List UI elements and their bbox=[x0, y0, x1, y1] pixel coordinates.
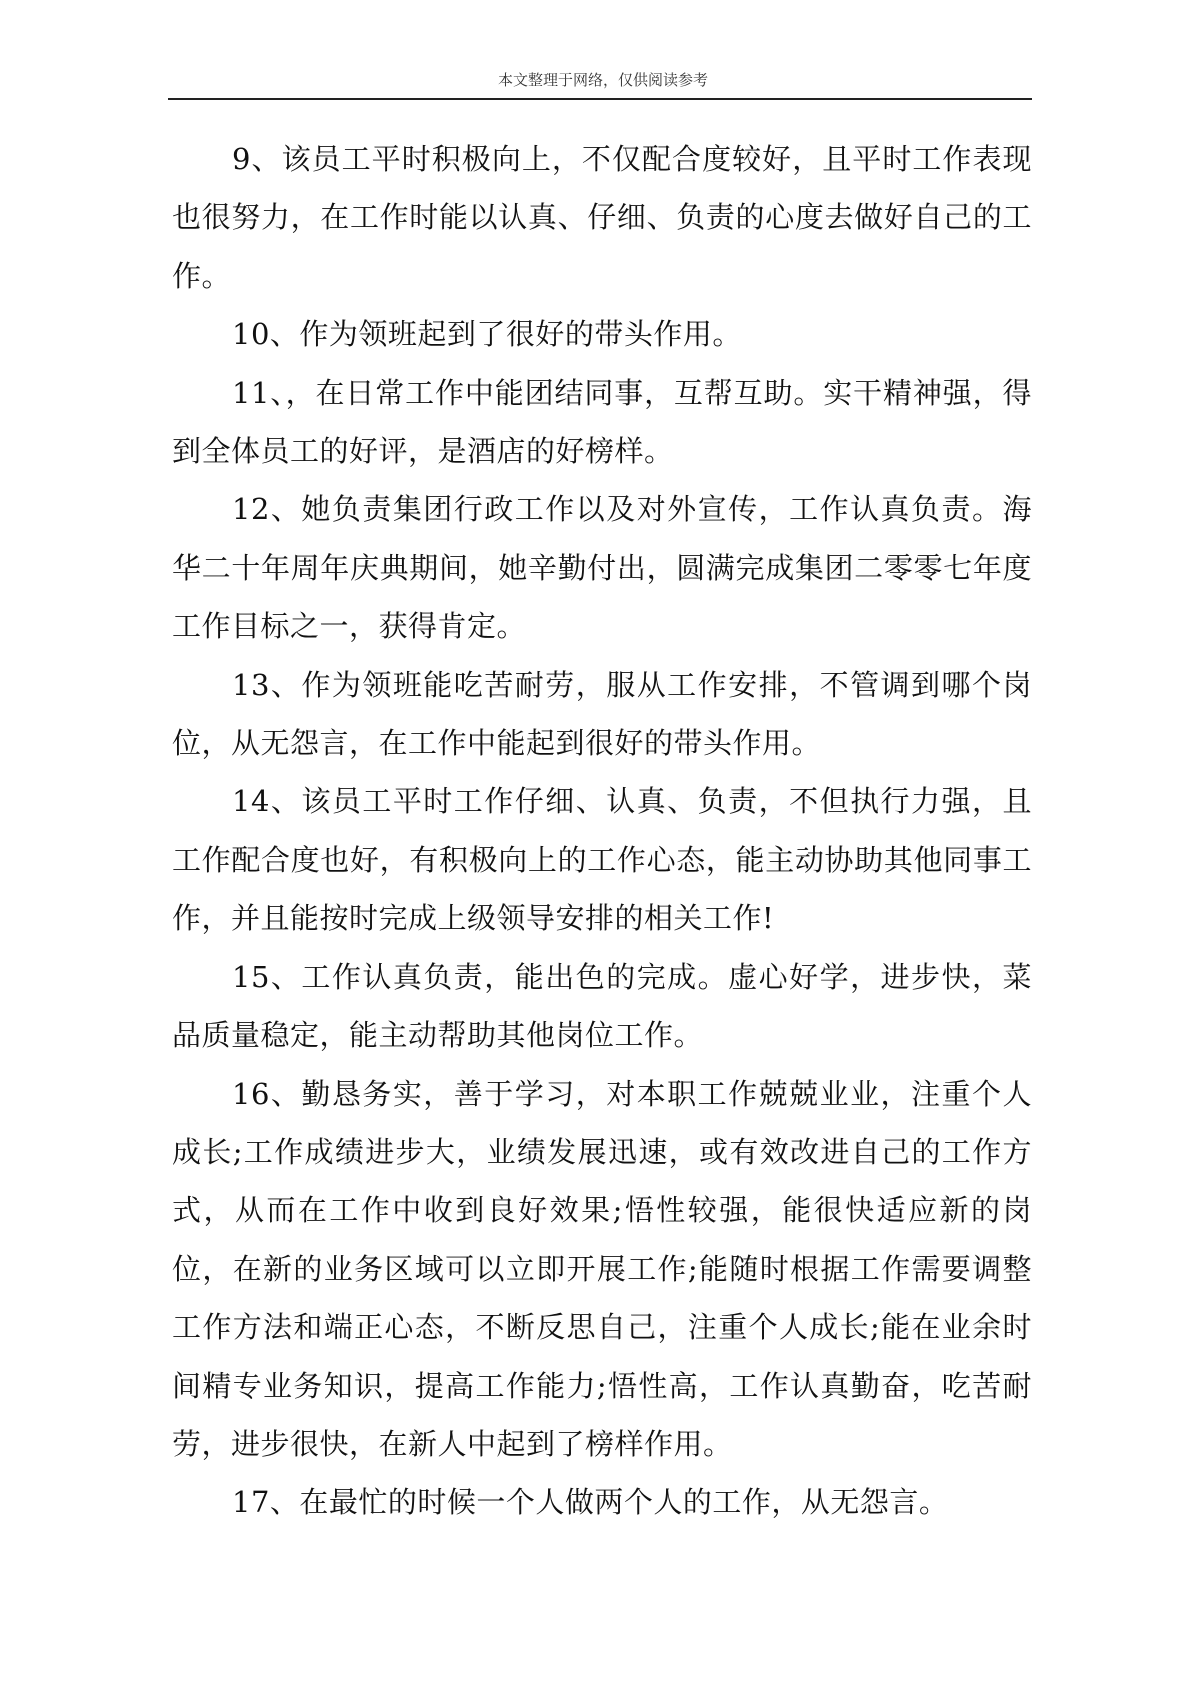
paragraph-11: 11、，在日常工作中能团结同事，互帮互助。实干精神强，得到全体员工的好评，是酒店的好榜样。 bbox=[172, 375, 1032, 469]
paragraph-13: 13、作为领班能吃苦耐劳，服从工作安排，不管调到哪个岗位，从无怨言，在工作中能起到很好的带头作用。 bbox=[172, 667, 1032, 761]
paragraph-17: 17、在最忙的时候一个人做两个人的工作，从无怨言。 bbox=[232, 1485, 949, 1520]
paragraph-9: 9、该员工平时积极向上，不仅配合度较好，且平时工作表现也很努力，在工作时能以认真、仔细、负责的心度去做好自己的工作。 bbox=[172, 142, 1032, 293]
paragraph-15: 15、工作认真负责，能出色的完成。虚心好学，进步快，菜品质量稳定，能主动帮助其他岗位工作。 bbox=[172, 959, 1032, 1053]
document-body bbox=[172, 130, 1032, 1532]
paragraph-10: 10、作为领班起到了很好的带头作用。 bbox=[232, 317, 742, 352]
page-header bbox=[168, 70, 1032, 100]
paragraph-16: 16、勤恳务实，善于学习，对本职工作兢兢业业，注重个人成长;工作成绩进步大，业绩发展迅速，或有效改进自己的工作方式，从而在工作中收到良好效果;悟性较强，能很快适应新的岗位，在新的业务区域可以立即开展工作;能随时根据工作需要调整工作方法和端正心态，不断反思自己，注重个人成长;能在业余时间精专业务知识，提高工作能力;悟性高，工作认真勤奋，吃苦耐劳，进步很快，在新人中起到了榜样作用。 bbox=[172, 1076, 1032, 1461]
paragraph-12: 12、她负责集团行政工作以及对外宣传，工作认真负责。海华二十年周年庆典期间，她辛勤付出，圆满完成集团二零零七年度工作目标之一，获得肯定。 bbox=[172, 492, 1032, 644]
paragraph-14: 14、该员工平时工作仔细、认真、负责，不但执行力强，且工作配合度也好，有积极向上的工作心态，能主动协助其他同事工作，并且能按时完成上级领导安排的相关工作! bbox=[172, 784, 1032, 936]
header-text: 本文整理于网络，仅供阅读参考 bbox=[497, 71, 708, 89]
